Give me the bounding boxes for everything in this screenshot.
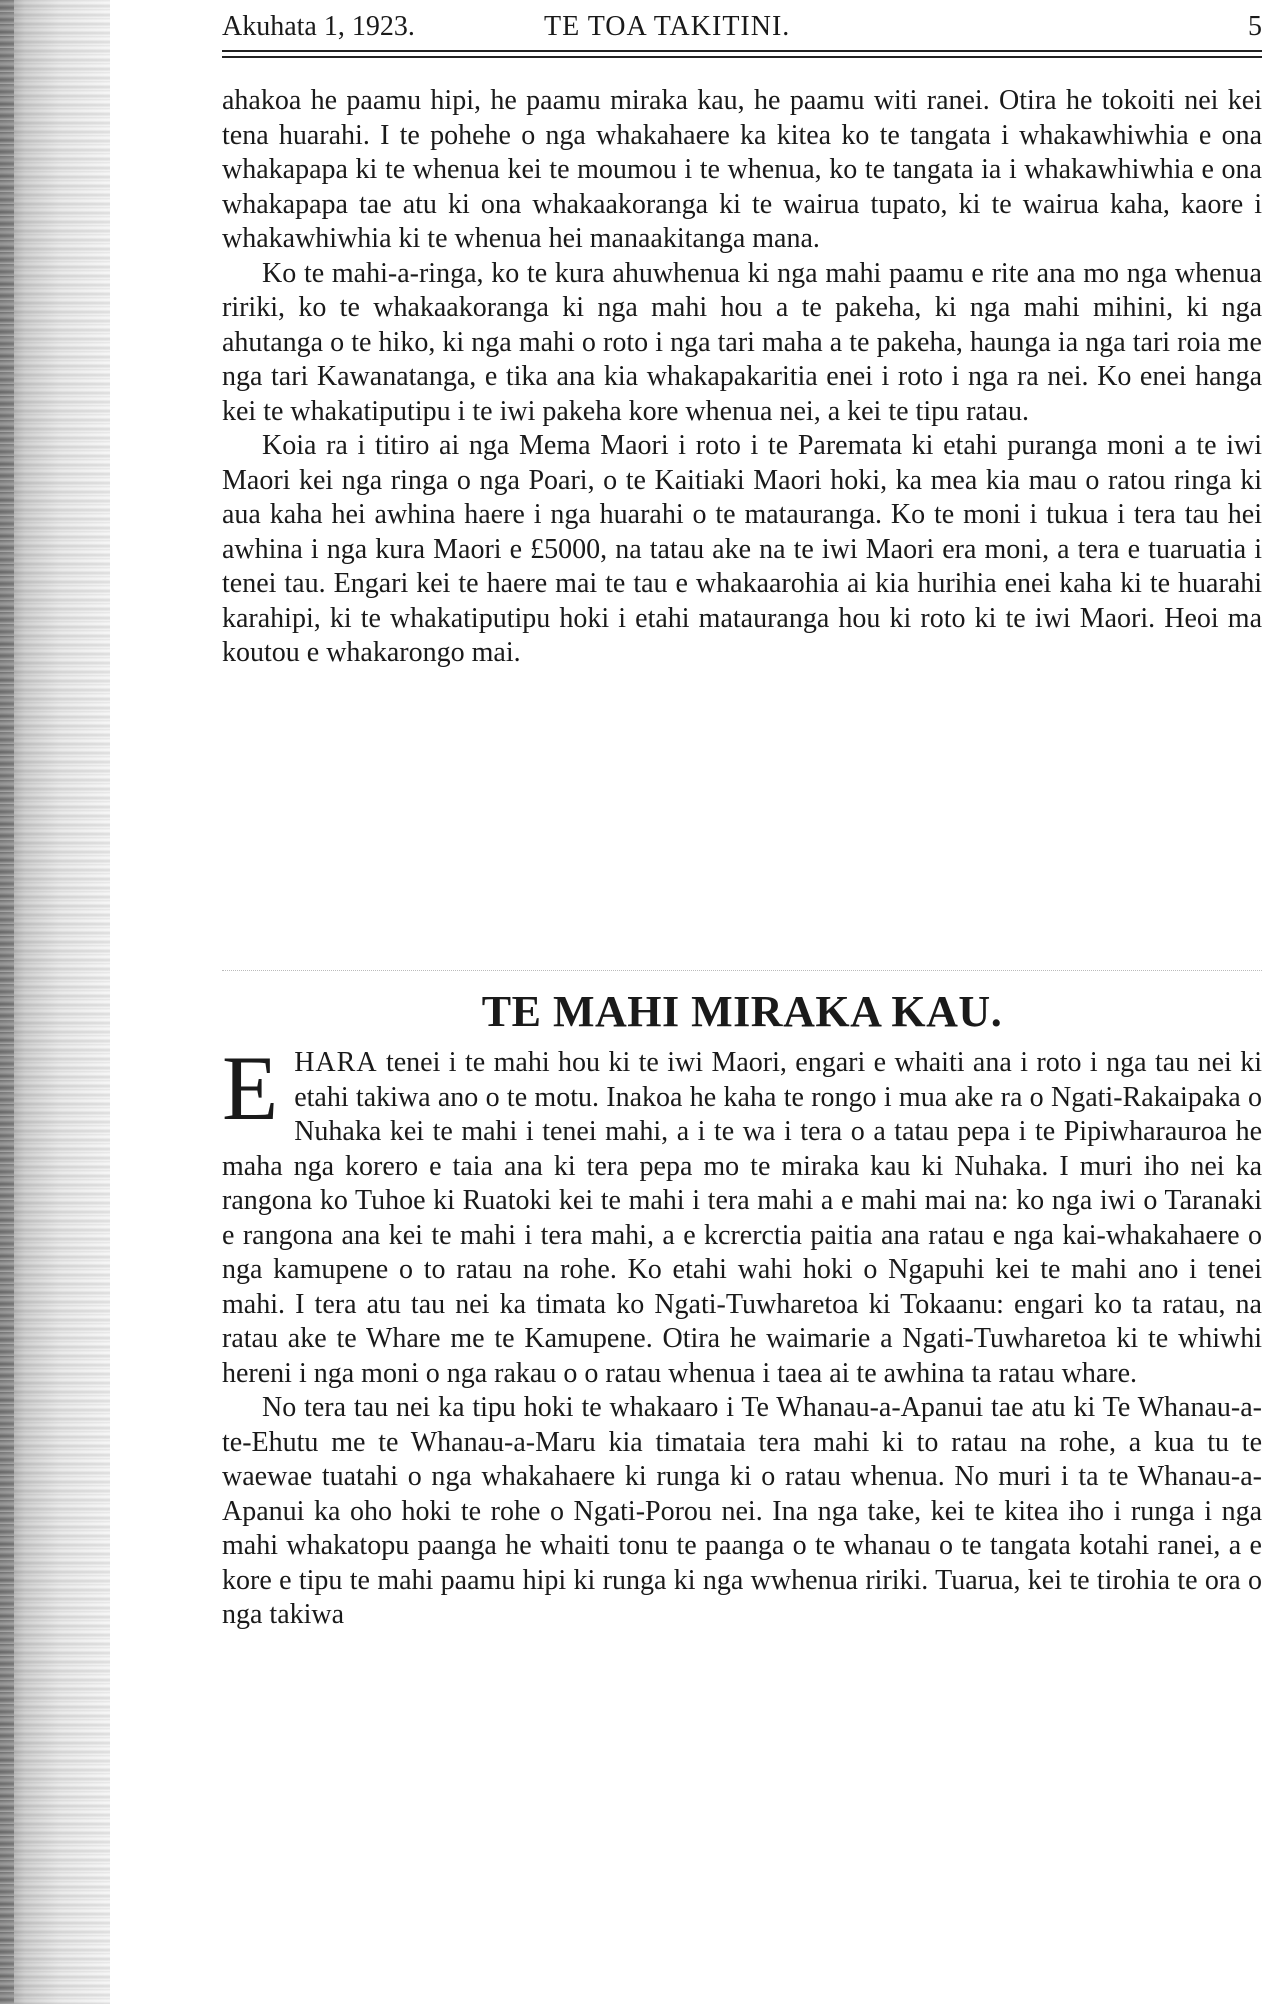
- article-headline: TE MAHI MIRAKA KAU.: [481, 987, 1003, 1036]
- article-body: [222, 1037, 1262, 1633]
- header-rule-bottom: [222, 56, 1262, 58]
- lead-paragraph: [222, 1037, 1262, 1391]
- article-continued: [222, 84, 1262, 671]
- lead-text: tenei i te mahi hou ki te iwi Maori, engari e whaiti ana i roto i nga tau nei ki etahi takiwa ano o te motu. Inakoa he kaha te rongo i mua ake ra o Ngati-Rakaipaka o Nuhaka kei te mahi i tenei mahi, a i te wa i tera o a tatau pepa i te Pipiwharauroa he maha nga korero e taia ana ki tera pepa mo te miraka kau ki Nuhaka. I muri iho nei ka rangona ko Tuhoe ki Ruatoki kei te mahi i tera mahi a e mahi mai na: ko nga iwi o Taranaki e rangona ana kei te mahi i tera mahi, a e kcrerctia paitia ana ratau e nga kai-whakahaere o nga kamupene o to ratau na rohe. Ko etahi wahi hoki o Ngapuhi kei te mahi ano i tenei mahi. I tera atu tau nei ka timata ko Ngati-Tuwharetoa ki Tokaanu: engari ko ta ratau, na ratau ake te Whare me te Kamupene. Otira he waimarie a Ngati-Tuwharetoa ki te whiwhi hereni i nga moni o nga rakau o o ratau whenua i taea ai te awhina ta ratau whare.: [222, 1047, 1262, 1389]
- header-rule-top: [222, 50, 1262, 52]
- header-date: Akuhata 1, 1923.: [222, 11, 415, 42]
- header-title: TE TOA TAKITINI.: [544, 11, 791, 42]
- page-number: 5: [1248, 11, 1262, 42]
- drop-cap: E: [222, 1037, 279, 1139]
- paragraph: Koia ra i titiro ai nga Mema Maori i roto i te Paremata ki etahi puranga moni a te iwi Maori kei nga ringa o nga Poari, o te Kaitiaki Maori hoki, ka mea kia mau o ratou ringa ki aua kaha hei awhina haere i nga huarahi o te matauranga. Ko te moni i tukua i tera tau hei awhina i nga kura Maori e £5000, na tatau ake na te iwi Maori era moni, a tera e tuaruatia i tenei tau. Engari kei te haere mai te tau e whakaarohia ai kia hurihia enei kaha ki te huarahi karahipi, ki te whakatiputipu hoki i etahi matauranga hou ki roto ki te iwi Maori. Heoi ma koutou e whakarongo mai.: [222, 430, 1262, 668]
- paragraph: ahakoa he paamu hipi, he paamu miraka kau, he paamu witi ranei. Otira he tokoiti nei kei tena huarahi. I te pohehe o nga whakahaere ka kitea ko te tangata i whakawhiwhia e ona whakapapa ki te whenua kei te moumou i te whenua, ko te tangata ia i whakawhiwhia e ona whakapapa tae atu ki ona whakaakoranga ki te wairua tupato, ki te wairua kaha, kaore i whakawhiwhia ki te whenua hei manaakitanga mana.: [222, 85, 1262, 254]
- scan-edge-shadow: [0, 0, 110, 2004]
- section-divider: [222, 970, 1262, 971]
- page-header: [222, 10, 1262, 46]
- paragraph: No tera tau nei ka tipu hoki te whakaaro i Te Whanau-a-Apanui tae atu ki Te Whanau-a-te-Ehutu me te Whanau-a-Maru kia timataia tera mahi ki to ratau na rohe, a kua tu te waewae tuatahi o nga whakahaere ki runga ki o ratau whenua. No muri i ta te Whanau-a-Apanui ka oho hoki te rohe o Ngati-Porou nei. Ina nga take, kei te kitea iho i runga i nga mahi whakatopu paanga he whaiti tonu te paanga o te whanau o te tangata kotahi ranei, a e kore e tipu te mahi paamu hipi ki runga ki nga wwhenua ririki. Tuarua, kei te tirohia te ora o nga takiwa: [222, 1392, 1262, 1630]
- scan-binding-edge: [0, 0, 14, 2004]
- paragraph: Ko te mahi-a-ringa, ko te kura ahuwhenua ki nga mahi paamu e rite ana mo nga whenua ririki, ko te whakaakoranga ki nga mahi hou a te pakeha, ki nga mahi mihini, ki nga ahutanga o te hiko, ki nga mahi o roto i nga tari maha a te pakeha, haunga ia nga tari roia me nga tari Kawanatanga, e tika ana kia whakapakaritia enei i roto i nga ra nei. Ko enei hanga kei te whakatiputipu i te iwi pakeha kore whenua nei, a kei te tipu ratau.: [222, 257, 1262, 427]
- lead-caps: HARA: [294, 1047, 378, 1078]
